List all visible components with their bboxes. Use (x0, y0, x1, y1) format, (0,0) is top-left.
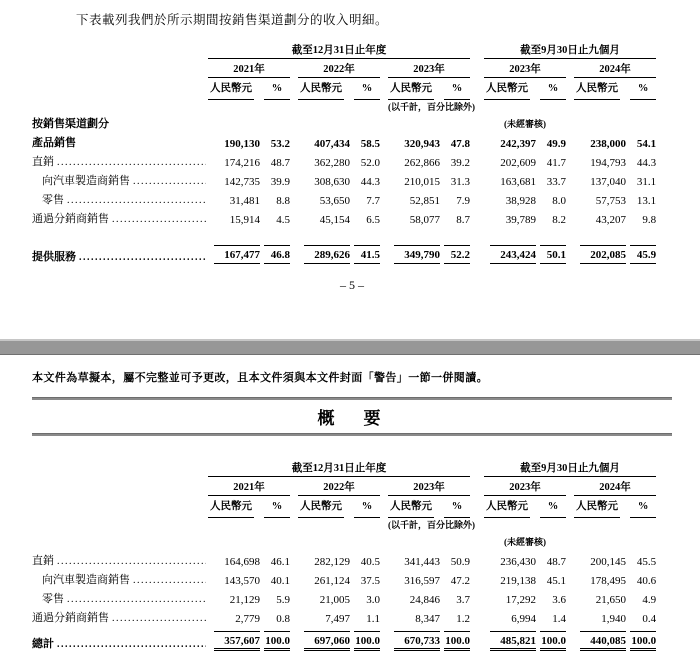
cell-percent: 4.5 (276, 214, 290, 226)
cell-percent: 7.9 (456, 195, 470, 207)
heading-rule-bottom (32, 433, 672, 436)
table-body (32, 549, 656, 651)
cell-value: 57,753 (595, 195, 626, 207)
row-label (32, 238, 208, 264)
cell-value: 236,430 (500, 556, 536, 568)
column-gap (290, 188, 298, 207)
currency-header: 人民幣元 (208, 78, 260, 101)
draft-warning-text: 本文件為草擬本，屬不完整並可予更改，且本文件須與本文件封面「警告」一節一併閱讀。 (32, 372, 488, 384)
column-gap (290, 169, 298, 188)
cell-value: 238,000 (590, 138, 626, 150)
column-gap (380, 568, 388, 587)
cell-percent: 0.8 (276, 613, 290, 625)
dot-leader (57, 156, 206, 168)
cell-percent: 100.0 (260, 625, 290, 651)
page-divider-bar (0, 339, 700, 355)
percent-header: % (536, 78, 566, 101)
cell-percent: 33.7 (546, 176, 566, 188)
period-ninemonth-header: 截至9月30日止九個月 (484, 42, 656, 59)
currency-header: 人民幣元 (388, 78, 440, 101)
intro-paragraph: 下表載列我們於所示期間按銷售渠道劃分的收入明細。 (76, 13, 389, 27)
cell-value: 341,443 (404, 556, 440, 568)
section-gap (470, 238, 484, 264)
cell-percent: 40.5 (360, 556, 380, 568)
table-row (32, 568, 656, 587)
percent-header: % (440, 496, 470, 519)
cell-value: 43,207 (595, 214, 626, 226)
cell-percent: 8.8 (276, 195, 290, 207)
row-label (32, 587, 208, 606)
column-gap (380, 587, 388, 606)
currency-header: 人民幣元 (388, 496, 440, 519)
cell-value: 194,793 (590, 157, 626, 169)
summary-heading: 概 要 (317, 409, 387, 428)
cell-value: 58,077 (409, 214, 440, 226)
heading-rule-top (32, 397, 672, 400)
year-header: 2021年 (208, 477, 290, 496)
period-annual-header: 截至12月31日止年度 (208, 42, 470, 59)
cell-value: 21,650 (595, 594, 626, 606)
cell-percent: 45.5 (636, 556, 657, 568)
cell-value: 357,607 (208, 625, 260, 651)
row-label-text: 向汽車製造商銷售 (42, 175, 130, 187)
unaudited-note: (未經審核) (504, 537, 546, 548)
cell-percent: 39.2 (450, 157, 470, 169)
section-gap (470, 169, 484, 188)
cell-percent: 5.9 (276, 594, 290, 606)
column-gap (380, 207, 388, 226)
cell-value: 440,085 (574, 625, 626, 651)
cell-value: 242,397 (500, 138, 536, 150)
percent-header: % (260, 78, 290, 101)
cell-value: 8,347 (415, 613, 440, 625)
table-row (32, 169, 656, 188)
cell-percent: 49.9 (546, 138, 566, 150)
column-gap (566, 131, 574, 150)
cell-percent: 6.5 (366, 214, 380, 226)
cell-percent: 47.2 (450, 575, 470, 587)
cell-value: 143,570 (224, 575, 260, 587)
cell-value: 219,138 (500, 575, 536, 587)
cell-value: 202,085 (574, 238, 626, 264)
cell-percent: 13.1 (636, 195, 657, 207)
cell-value: 308,630 (314, 176, 350, 188)
table-header (32, 42, 656, 131)
cell-percent: 100.0 (440, 625, 470, 651)
column-gap (566, 188, 574, 207)
cell-percent: 50.9 (450, 556, 470, 568)
column-gap (566, 606, 574, 625)
summary-heading-block (32, 397, 672, 436)
column-gap (290, 131, 298, 150)
table-body (32, 131, 656, 264)
cell-value: 697,060 (298, 625, 350, 651)
cell-percent: 31.1 (636, 176, 657, 188)
currency-header: 人民幣元 (574, 78, 626, 101)
dot-leader (112, 213, 206, 225)
cell-percent: 39.9 (270, 176, 290, 188)
column-gap (566, 587, 574, 606)
percent-header: % (350, 78, 380, 101)
row-label-text: 通過分銷商銷售 (32, 213, 109, 225)
percent-header: % (260, 496, 290, 519)
cell-percent: 52.2 (440, 238, 470, 264)
column-gap (290, 150, 298, 169)
table-row (32, 131, 656, 150)
column-gap (290, 207, 298, 226)
table-row (32, 207, 656, 226)
revenue-by-channel-table (32, 42, 656, 264)
year-header: 2024年 (574, 59, 656, 78)
cell-value: 163,681 (500, 176, 536, 188)
cell-percent: 53.2 (270, 138, 290, 150)
table-row (32, 549, 656, 568)
column-gap (566, 150, 574, 169)
percent-header: % (440, 78, 470, 101)
summary-page-section (0, 369, 700, 651)
cell-value: 190,130 (224, 138, 260, 150)
section-gap (470, 568, 484, 587)
row-label-text: 直銷 (32, 555, 54, 567)
cell-percent: 48.7 (270, 157, 290, 169)
cell-percent: 44.3 (360, 176, 380, 188)
cell-value: 39,789 (505, 214, 536, 226)
cell-value: 485,821 (484, 625, 536, 651)
row-label (32, 131, 208, 150)
cell-value: 31,481 (229, 195, 260, 207)
section-gap (470, 150, 484, 169)
cell-percent: 46.8 (260, 238, 290, 264)
cell-value: 200,145 (590, 556, 626, 568)
cell-percent: 46.1 (270, 556, 290, 568)
column-gap (290, 238, 298, 264)
cell-percent: 41.5 (350, 238, 380, 264)
row-label (32, 169, 208, 188)
cell-value: 210,015 (404, 176, 440, 188)
row-label (32, 188, 208, 207)
table-row (32, 606, 656, 625)
dot-leader (112, 612, 206, 624)
cell-percent: 1.4 (552, 613, 566, 625)
cell-percent: 45.9 (626, 238, 656, 264)
cell-percent: 45.1 (546, 575, 566, 587)
cell-percent: 50.1 (536, 238, 566, 264)
cell-percent: 100.0 (536, 625, 566, 651)
cell-value: 316,597 (404, 575, 440, 587)
column-gap (380, 188, 388, 207)
year-header: 2023年 (388, 59, 470, 78)
cell-value: 137,040 (590, 176, 626, 188)
cell-value: 1,940 (601, 613, 626, 625)
revenue-summary-table (32, 460, 656, 651)
dot-leader (57, 555, 206, 567)
column-gap (380, 131, 388, 150)
period-annual-header: 截至12月31日止年度 (208, 460, 470, 477)
cell-percent: 37.5 (360, 575, 380, 587)
cell-percent: 54.1 (636, 138, 657, 150)
cell-value: 7,497 (325, 613, 350, 625)
year-header: 2023年 (484, 477, 566, 496)
percent-header: % (350, 496, 380, 519)
year-header: 2024年 (574, 477, 656, 496)
cell-percent: 3.6 (552, 594, 566, 606)
row-label (32, 606, 208, 625)
section-gap (470, 207, 484, 226)
section-gap (470, 606, 484, 625)
spacer-row (32, 226, 656, 238)
cell-value: 349,790 (388, 238, 440, 264)
column-gap (566, 238, 574, 264)
currency-header: 人民幣元 (208, 496, 260, 519)
cell-value: 167,477 (208, 238, 260, 264)
year-header: 2023年 (484, 59, 566, 78)
cell-value: 261,124 (314, 575, 350, 587)
row-label (32, 549, 208, 568)
cell-value: 174,216 (224, 157, 260, 169)
dot-leader (67, 593, 206, 605)
units-note: (以千計，百分比除外) (388, 102, 475, 113)
cell-percent: 40.1 (270, 575, 290, 587)
cell-value: 289,626 (298, 238, 350, 264)
dot-leader (57, 638, 206, 650)
cell-percent: 1.1 (366, 613, 380, 625)
section-gap (470, 131, 484, 150)
cell-value: 53,650 (319, 195, 350, 207)
dot-leader (133, 574, 206, 586)
cell-value: 142,735 (224, 176, 260, 188)
table-row (32, 238, 656, 264)
cell-value: 202,609 (500, 157, 536, 169)
row-label-text: 零售 (42, 194, 64, 206)
cell-percent: 58.5 (360, 138, 380, 150)
column-gap (380, 606, 388, 625)
cell-value: 178,495 (590, 575, 626, 587)
section-gap (470, 549, 484, 568)
year-header: 2022年 (298, 59, 380, 78)
table-header (32, 460, 656, 549)
table-row (32, 188, 656, 207)
cell-value: 15,914 (229, 214, 260, 226)
cell-percent: 31.3 (450, 176, 470, 188)
cell-percent: 3.7 (456, 594, 470, 606)
section-gap (470, 188, 484, 207)
cell-value: 52,851 (409, 195, 440, 207)
cell-value: 243,424 (484, 238, 536, 264)
column-gap (380, 169, 388, 188)
row-label (32, 207, 208, 226)
cell-value: 407,434 (314, 138, 350, 150)
cell-value: 670,733 (388, 625, 440, 651)
currency-header: 人民幣元 (484, 496, 536, 519)
cell-value: 21,005 (319, 594, 350, 606)
currency-header: 人民幣元 (298, 496, 350, 519)
column-gap (566, 169, 574, 188)
cell-percent: 1.2 (456, 613, 470, 625)
dot-leader (67, 194, 206, 206)
cell-percent: 0.4 (642, 613, 657, 625)
page-number: – 5 – (340, 278, 364, 292)
table-row (32, 150, 656, 169)
cell-percent: 8.0 (552, 195, 566, 207)
cell-percent: 100.0 (626, 625, 656, 651)
section-gap (470, 587, 484, 606)
row-label-text: 提供服務 (32, 251, 76, 263)
cell-value: 21,129 (229, 594, 260, 606)
cell-percent: 100.0 (350, 625, 380, 651)
row-label-text: 零售 (42, 593, 64, 605)
cell-percent: 9.8 (642, 214, 657, 226)
column-gap (566, 568, 574, 587)
row-label-text: 產品銷售 (32, 137, 76, 149)
cell-value: 45,154 (319, 214, 350, 226)
cell-percent: 40.6 (636, 575, 657, 587)
cell-percent: 44.3 (636, 157, 657, 169)
currency-header: 人民幣元 (574, 496, 626, 519)
row-label-text: 通過分銷商銷售 (32, 612, 109, 624)
year-header: 2023年 (388, 477, 470, 496)
row-label-text: 直銷 (32, 156, 54, 168)
table-row (32, 587, 656, 606)
cell-value: 282,129 (314, 556, 350, 568)
column-gap (380, 549, 388, 568)
column-gap (566, 549, 574, 568)
units-note: (以千計，百分比除外) (388, 520, 475, 531)
cell-percent: 52.0 (360, 157, 380, 169)
year-header: 2021年 (208, 59, 290, 78)
cell-percent: 8.2 (552, 214, 566, 226)
column-gap (566, 207, 574, 226)
dot-leader (133, 175, 206, 187)
cell-percent: 48.7 (546, 556, 566, 568)
page-5-section (0, 10, 700, 293)
cell-percent: 8.7 (456, 214, 470, 226)
cell-value: 320,943 (404, 138, 440, 150)
currency-header: 人民幣元 (298, 78, 350, 101)
cell-value: 38,928 (505, 195, 536, 207)
cell-percent: 41.7 (546, 157, 566, 169)
row-label-text: 向汽車製造商銷售 (42, 574, 130, 586)
column-gap (380, 150, 388, 169)
cell-value: 2,779 (235, 613, 260, 625)
cell-value: 17,292 (505, 594, 536, 606)
period-ninemonth-header: 截至9月30日止九個月 (484, 460, 656, 477)
cell-value: 262,866 (404, 157, 440, 169)
column-gap (290, 568, 298, 587)
cell-percent: 3.0 (366, 594, 380, 606)
year-header: 2022年 (298, 477, 380, 496)
currency-header: 人民幣元 (484, 78, 536, 101)
dot-leader (79, 251, 206, 263)
section-label: 按銷售渠道劃分 (32, 117, 109, 130)
cell-value: 362,280 (314, 157, 350, 169)
percent-header: % (626, 78, 656, 101)
column-gap (290, 587, 298, 606)
percent-header: % (536, 496, 566, 519)
column-gap (290, 606, 298, 625)
cell-percent: 47.8 (450, 138, 470, 150)
row-label (32, 150, 208, 169)
row-label (32, 568, 208, 587)
percent-header: % (626, 496, 656, 519)
cell-value: 24,846 (409, 594, 440, 606)
cell-percent: 4.9 (642, 594, 657, 606)
column-gap (290, 549, 298, 568)
cell-value: 164,698 (224, 556, 260, 568)
cell-percent: 7.7 (366, 195, 380, 207)
column-gap (380, 238, 388, 264)
cell-value: 6,994 (511, 613, 536, 625)
row-label-text: 總計 (32, 638, 54, 650)
unaudited-note: (未經審核) (504, 119, 546, 130)
